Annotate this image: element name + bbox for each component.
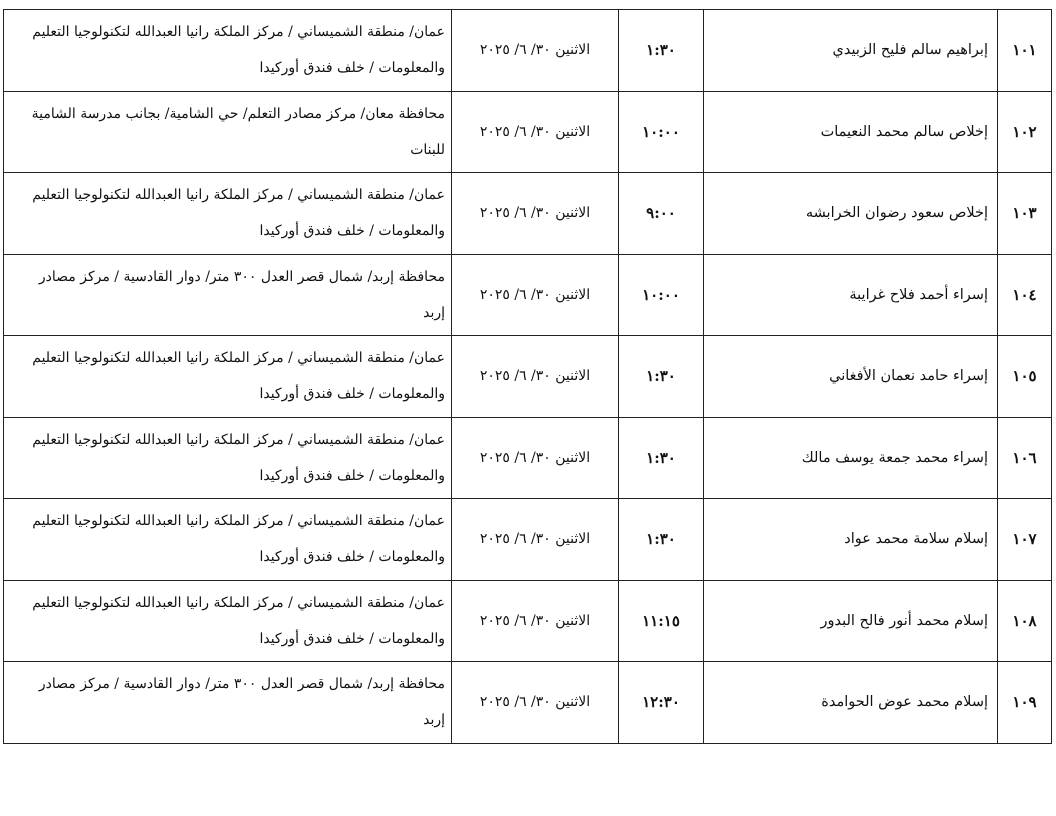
exam-date-cell <box>452 417 619 499</box>
schedule-table-body <box>4 10 1052 744</box>
row-number: ١٠١ <box>998 10 1052 92</box>
exam-location: محافظة معان/ مركز مصادر التعلم/ حي الشامية/ بجانب مدرسة الشامية للبنات <box>4 91 452 173</box>
exam-location: محافظة إربد/ شمال قصر العدل ٣٠٠ متر/ دوار القادسية / مركز مصادر إربد <box>4 662 452 744</box>
exam-location: عمان/ منطقة الشميساني / مركز الملكة رانيا العبدالله لتكنولوجيا التعليم والمعلومات / خلف فندق أوركيدا <box>4 499 452 581</box>
exam-date-cell <box>452 499 619 581</box>
exam-date: الاثنين ٣٠/ ٦/ ٢٠٢٥ <box>479 42 591 59</box>
candidate-name: إسلام محمد أنور فالح البدور <box>704 580 998 662</box>
exam-date: الاثنين ٣٠/ ٦/ ٢٠٢٥ <box>479 531 591 548</box>
candidate-name: إسراء محمد جمعة يوسف مالك <box>704 417 998 499</box>
exam-time: ١:٣٠ <box>619 10 704 92</box>
row-number: ١٠٢ <box>998 91 1052 173</box>
exam-date: الاثنين ٣٠/ ٦/ ٢٠٢٥ <box>479 286 591 303</box>
table-row <box>4 91 1052 173</box>
exam-time: ١٠:٠٠ <box>619 254 704 336</box>
exam-date-cell <box>452 10 619 92</box>
table-row <box>4 336 1052 418</box>
table-row <box>4 580 1052 662</box>
exam-location: عمان/ منطقة الشميساني / مركز الملكة رانيا العبدالله لتكنولوجيا التعليم والمعلومات / خلف فندق أوركيدا <box>4 173 452 255</box>
candidate-name: إبراهيم سالم فليح الزبيدي <box>704 10 998 92</box>
table-row <box>4 173 1052 255</box>
exam-time: ٩:٠٠ <box>619 173 704 255</box>
exam-date-cell <box>452 336 619 418</box>
exam-location: عمان/ منطقة الشميساني / مركز الملكة رانيا العبدالله لتكنولوجيا التعليم والمعلومات / خلف فندق أوركيدا <box>4 336 452 418</box>
exam-date: الاثنين ٣٠/ ٦/ ٢٠٢٥ <box>479 205 591 222</box>
exam-time: ١١:١٥ <box>619 580 704 662</box>
table-row <box>4 417 1052 499</box>
row-number: ١٠٨ <box>998 580 1052 662</box>
exam-time: ١:٣٠ <box>619 417 704 499</box>
candidate-name: إخلاص سالم محمد النعيمات <box>704 91 998 173</box>
exam-time: ١:٣٠ <box>619 499 704 581</box>
exam-date: الاثنين ٣٠/ ٦/ ٢٠٢٥ <box>479 694 591 711</box>
candidate-name: إسراء حامد نعمان الأفغاني <box>704 336 998 418</box>
exam-date: الاثنين ٣٠/ ٦/ ٢٠٢٥ <box>479 612 591 629</box>
exam-date: الاثنين ٣٠/ ٦/ ٢٠٢٥ <box>479 123 591 140</box>
candidate-name: إسراء أحمد فلاح غرايبة <box>704 254 998 336</box>
table-row <box>4 499 1052 581</box>
row-number: ١٠٦ <box>998 417 1052 499</box>
candidate-name: إخلاص سعود رضوان الخرابشه <box>704 173 998 255</box>
row-number: ١٠٥ <box>998 336 1052 418</box>
row-number: ١٠٧ <box>998 499 1052 581</box>
exam-location: محافظة إربد/ شمال قصر العدل ٣٠٠ متر/ دوار القادسية / مركز مصادر إربد <box>4 254 452 336</box>
table-row <box>4 662 1052 744</box>
exam-date-cell <box>452 662 619 744</box>
exam-location: عمان/ منطقة الشميساني / مركز الملكة رانيا العبدالله لتكنولوجيا التعليم والمعلومات / خلف فندق أوركيدا <box>4 580 452 662</box>
exam-location: عمان/ منطقة الشميساني / مركز الملكة رانيا العبدالله لتكنولوجيا التعليم والمعلومات / خلف فندق أوركيدا <box>4 417 452 499</box>
exam-time: ١٢:٣٠ <box>619 662 704 744</box>
candidate-name: إسلام سلامة محمد عواد <box>704 499 998 581</box>
candidate-name: إسلام محمد عوض الحوامدة <box>704 662 998 744</box>
exam-date: الاثنين ٣٠/ ٦/ ٢٠٢٥ <box>479 368 591 385</box>
exam-date-cell <box>452 91 619 173</box>
row-number: ١٠٣ <box>998 173 1052 255</box>
schedule-table <box>3 9 1052 744</box>
exam-date-cell <box>452 254 619 336</box>
row-number: ١٠٤ <box>998 254 1052 336</box>
exam-date-cell <box>452 580 619 662</box>
row-number: ١٠٩ <box>998 662 1052 744</box>
exam-date-cell <box>452 173 619 255</box>
table-row <box>4 10 1052 92</box>
table-row <box>4 254 1052 336</box>
exam-date: الاثنين ٣٠/ ٦/ ٢٠٢٥ <box>479 449 591 466</box>
exam-time: ١:٣٠ <box>619 336 704 418</box>
exam-time: ١٠:٠٠ <box>619 91 704 173</box>
exam-location: عمان/ منطقة الشميساني / مركز الملكة رانيا العبدالله لتكنولوجيا التعليم والمعلومات / خلف فندق أوركيدا <box>4 10 452 92</box>
